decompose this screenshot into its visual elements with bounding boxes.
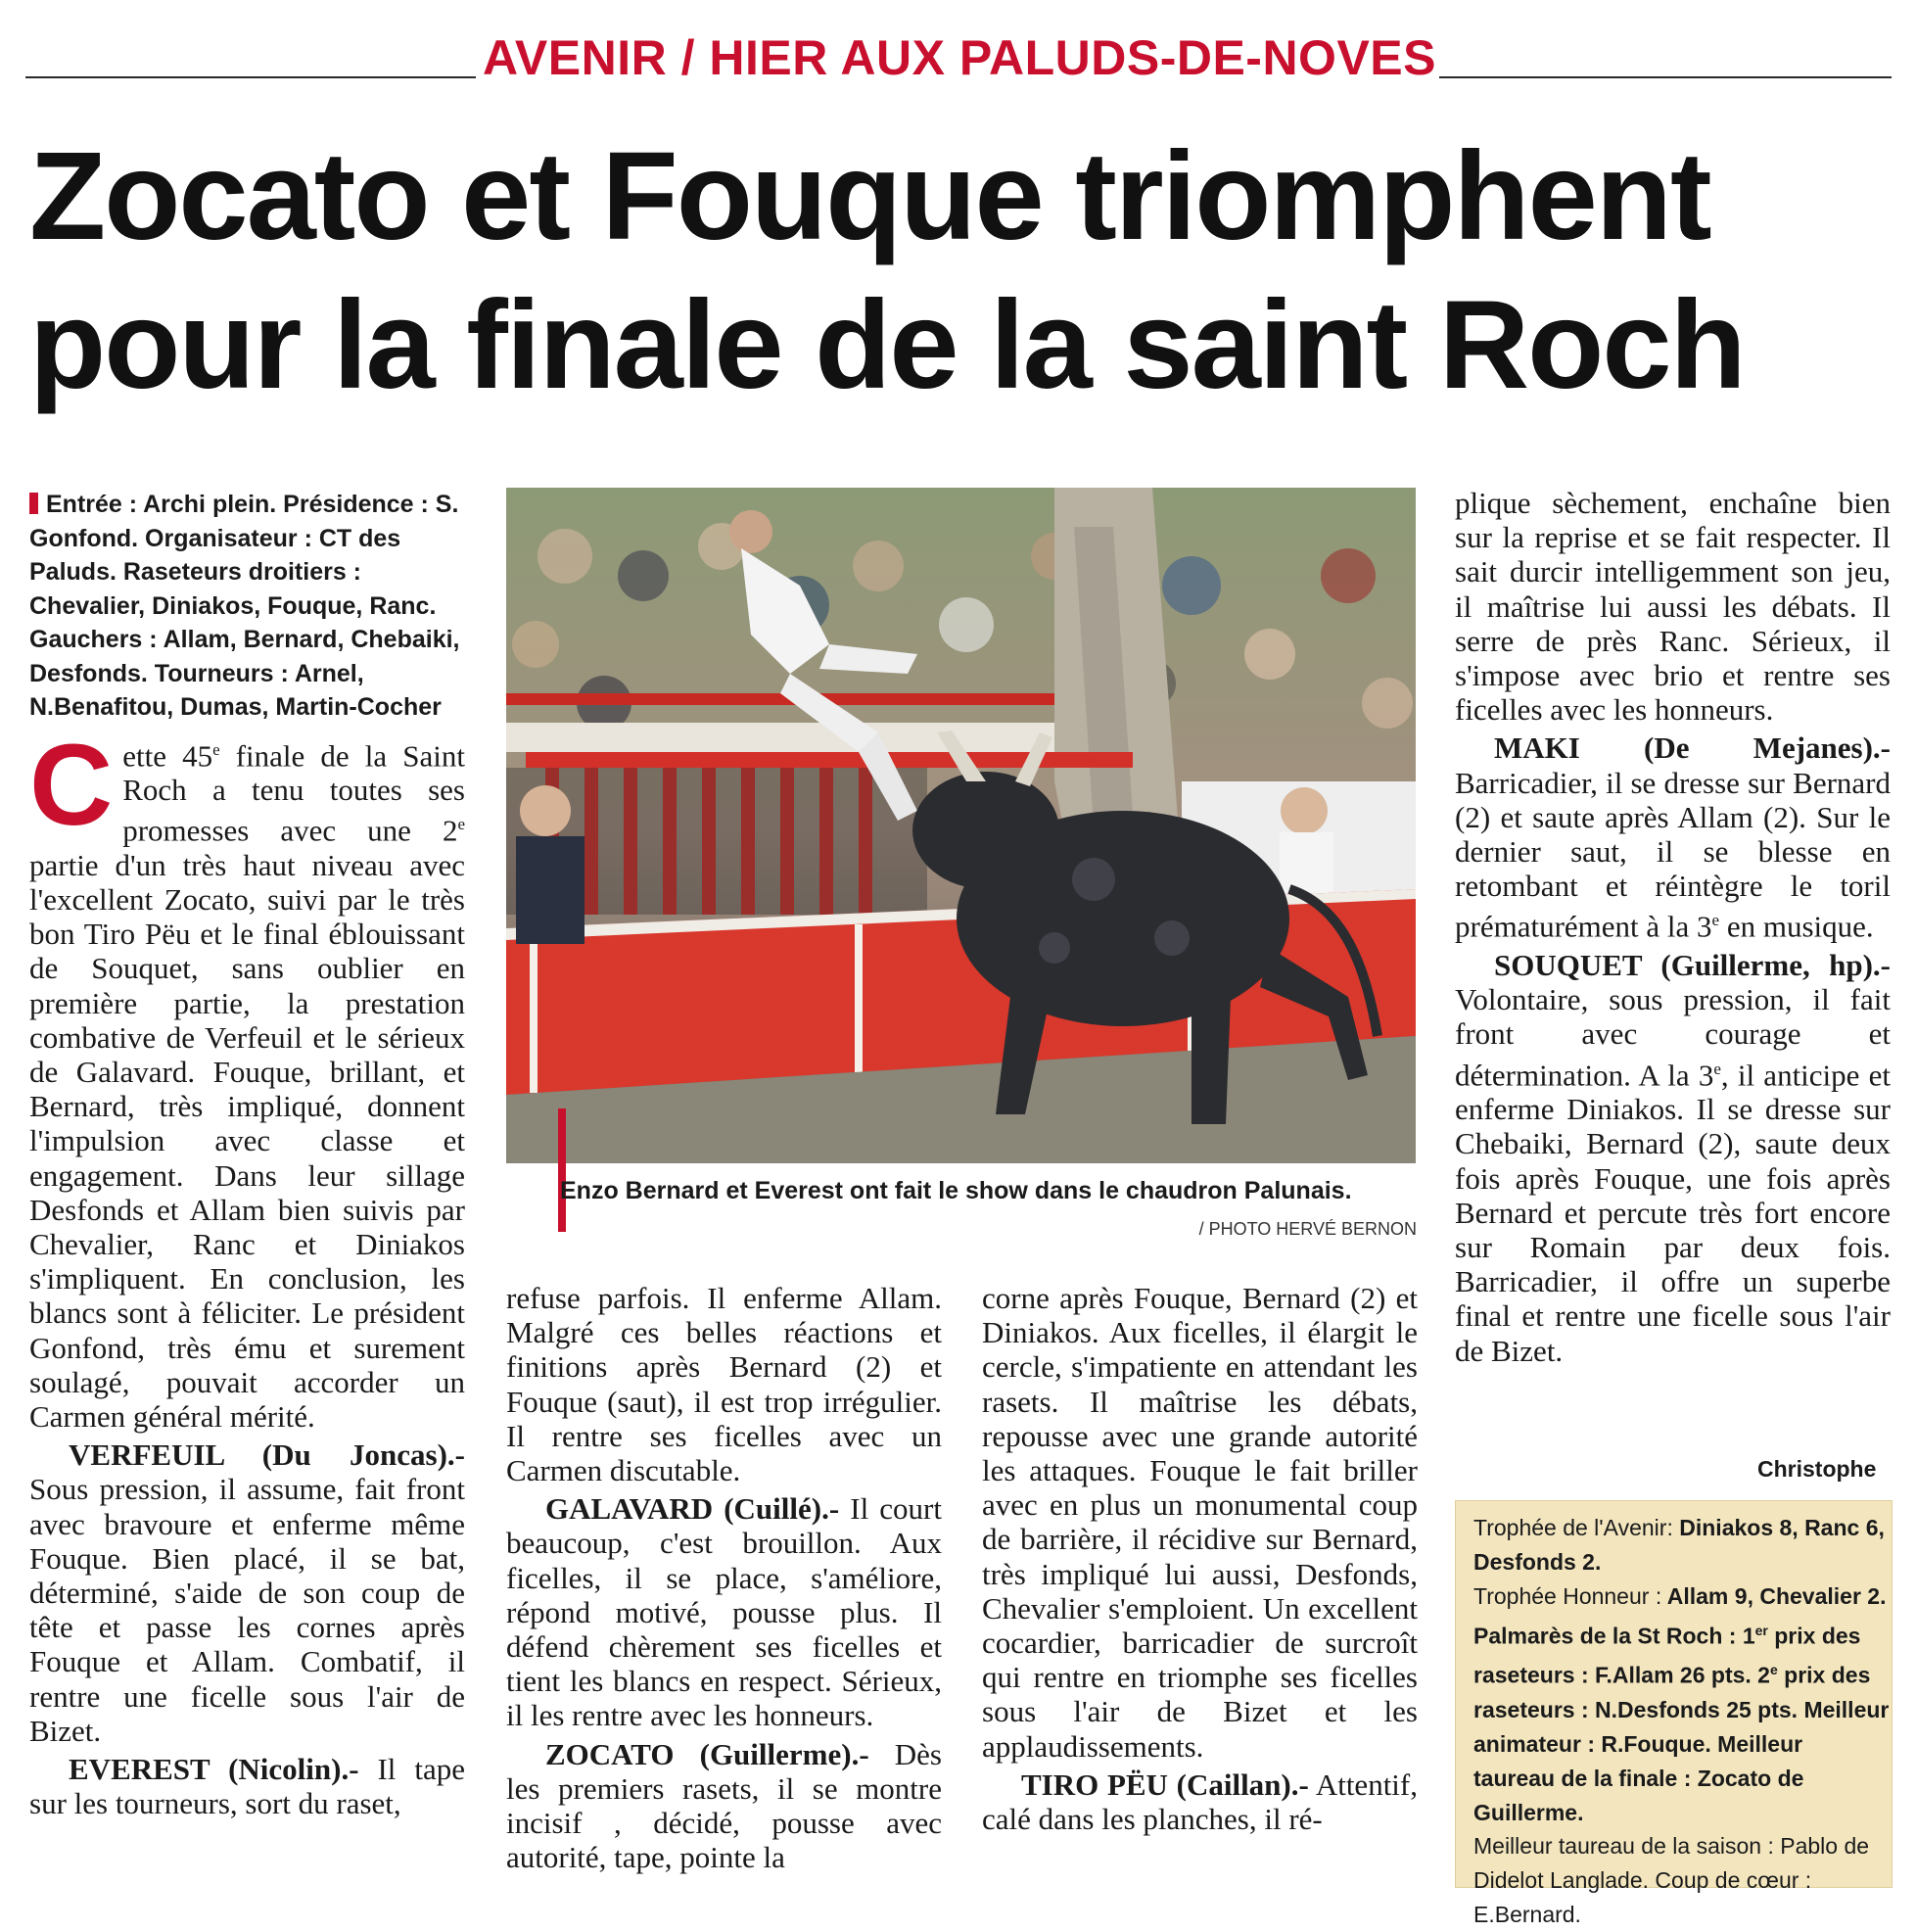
zocato-paragraph: ZOCATO (Guillerme).- Dès les premiers rasets, il se montre incisif , décidé, pousse avec autorité, tape, pointe la bbox=[506, 1736, 942, 1875]
photo-bull-raset bbox=[506, 488, 1416, 1163]
photo-illustration bbox=[506, 488, 1416, 1163]
maki-paragraph: MAKI (De Mejanes).- Barricadier, il se dresse sur Bernard (2) et saute après Allam (2). Sur le dernier saut, il se blesse en retombant et réintègre le toril prématurément à la 3e en musique. bbox=[1455, 730, 1891, 944]
result-saison: Meilleur taureau de la saison : Pablo de Didelot Langlade. Coup de cœur : E.Bernard. bbox=[1473, 1833, 1870, 1928]
column-2 bbox=[506, 1281, 942, 1874]
bull-name-zocato: ZOCATO (Guillerme).- bbox=[545, 1736, 869, 1771]
headline-line-2: pour la finale de la saint Roch bbox=[29, 275, 1745, 415]
everest-continued: refuse parfois. Il enferme Allam. Malgré ces belles réactions et finitions après Bernard (2) et Fouque (saut), il est trop irrégulier. Il rentre ses ficelles avec un Carmen discutable. bbox=[506, 1281, 942, 1488]
photo-credit: / PHOTO HERVÉ BERNON bbox=[1198, 1219, 1417, 1239]
section-kicker: AVENIR / HIER AUX PALUDS-DE-NOVES bbox=[483, 30, 1436, 85]
results-box bbox=[1455, 1500, 1893, 1928]
result-avenir: Trophée de l'Avenir: Diniakos 8, Ranc 6, Desfonds 2. bbox=[1473, 1515, 1885, 1575]
bull-name-everest: EVEREST (Nicolin).- bbox=[69, 1752, 359, 1787]
intro-paragraph: Cette 45e finale de la Saint Roch a tenu toutes ses promesses avec une 2e partie d'un très haut niveau avec l'excellent Zocato, suivi par le très bon Tiro Pëu et le final éblouissant de Souquet, sans oublier en première partie, la prestation combative de Verfeuil et le sérieux de Galavard. Fouque, brillant, et Bernard, très impliqué, donnent l'impulsion avec classe et engagement. Dans leur sillage Desfonds et Allam bien suivis par Chevalier, Ranc et Diniakos s'impliquent. En conclusion, les blancs sont à féliciter. Le président Gonfond, très ému et surement soulagé, pouvait accorder un Carmen général mérité. bbox=[29, 720, 465, 1435]
bull-name-maki: MAKI (De Mejanes).- bbox=[1494, 730, 1891, 766]
lead-info: Entrée : Archi plein. Présidence : S. Gonfond. Organisateur : CT des Paluds. Raseteurs droitiers : Chevalier, Diniakos, Fouque, Ranc. Gauchers : Allam, Bernard, Chebaiki, Desfonds. Tourneurs : Arnel, N.Benafitou, Dumas, Martin-Cocher bbox=[29, 491, 460, 721]
bull-name-tiro-peu: TIRO PËU (Caillan).- bbox=[1021, 1767, 1309, 1802]
headline bbox=[29, 122, 1890, 420]
verfeuil-paragraph: VERFEUIL (Du Joncas).- Sous pression, il assume, fait front avec bravoure et enferme même Fouque. Bien placé, il se bat, déterminé, s'aide de son coup de tête et passe les cornes après Fouque et Allam. Combatif, il rentre une ficelle sous l'air de Bizet. bbox=[29, 1437, 465, 1748]
result-honneur: Trophée Honneur : Allam 9, Chevalier 2. bbox=[1473, 1582, 1887, 1609]
result-palmares: Palmarès de la St Roch : 1er prix des raseteurs : F.Allam 26 pts. 2e prix des raseteurs : N.Desfonds 25 pts. Meilleur animateur : R.Fouque. Meilleur taureau de la finale : Zocato de Guillerme. bbox=[1473, 1622, 1890, 1825]
bull-name-souquet: SOUQUET (Guillerme, hp).- bbox=[1494, 947, 1891, 982]
photo-caption: Enzo Bernard et Everest ont fait le show dans le chaudron Palunais. bbox=[560, 1177, 1352, 1204]
drop-cap: C bbox=[29, 720, 114, 850]
zocato-continued: corne après Fouque, Bernard (2) et Diniakos. Aux ficelles, il élargit le cercle, s'impatiente en attendant les rasets. Il maîtrise les débats, repousse avec une grande autorité les attaques. Fouque le fait briller avec en plus un monumental coup de barrière, il récidive sur Bernard, très impliqué lui aussi, Desfonds, Chevalier s'emploient. Un excellent cocardier, barricadier de surcroît qui rentre en triomphe ses ficelles sous l'air de Bizet et les applaudissements. bbox=[982, 1281, 1418, 1764]
tiro-peu-paragraph: TIRO PËU (Caillan).- Attentif, calé dans les planches, il ré- bbox=[982, 1767, 1418, 1837]
headline-line-1: Zocato et Fouque triomphent bbox=[29, 126, 1710, 266]
column-3 bbox=[982, 1281, 1418, 1836]
bull-name-verfeuil: VERFEUIL (Du Joncas).- bbox=[69, 1437, 465, 1473]
souquet-paragraph: SOUQUET (Guillerme, hp).- Volontaire, sous pression, il fait front avec courage et détermination. A la 3e, il anticipe et enferme Diniakos. Il se dresse sur Chebaiki, Bernard (2), saute deux fois après Fouque, une fois après Bernard et percute très fort encore sur Romain par deux fois. Barricadier, il offre un superbe final et rentre une ficelle sous l'air de Bizet. bbox=[1455, 947, 1891, 1368]
caption-marker bbox=[558, 1108, 566, 1232]
author-signature: Christophe bbox=[1757, 1456, 1877, 1482]
everest-paragraph: EVEREST (Nicolin).- Il tape sur les tourneurs, sort du raset, bbox=[29, 1752, 465, 1821]
bull-name-galavard: GALAVARD (Cuillé).- bbox=[545, 1491, 840, 1527]
tiro-peu-continued: plique sèchement, enchaîne bien sur la reprise et se fait respecter. Il sait durcir intelligemment son jeu, il maîtrise lui aussi les débats. Il serre de près Ranc. Sérieux, il s'impose avec brio et rentre ses ficelles avec les honneurs. bbox=[1455, 486, 1891, 728]
kicker-rule-left bbox=[25, 76, 476, 78]
galavard-paragraph: GALAVARD (Cuillé).- Il court beaucoup, c'est brouillon. Aux ficelles, il se place, s'améliore, répond motivé, pousse plus. Il défend chèrement ses ficelles et tient les blancs en respect. Sérieux, il les rentre avec les honneurs. bbox=[506, 1491, 942, 1733]
column-1 bbox=[29, 488, 465, 1820]
kicker-rule-right bbox=[1439, 76, 1892, 78]
column-4 bbox=[1455, 486, 1891, 1368]
lead-marker bbox=[29, 493, 38, 514]
results-content bbox=[1473, 1511, 1890, 1932]
